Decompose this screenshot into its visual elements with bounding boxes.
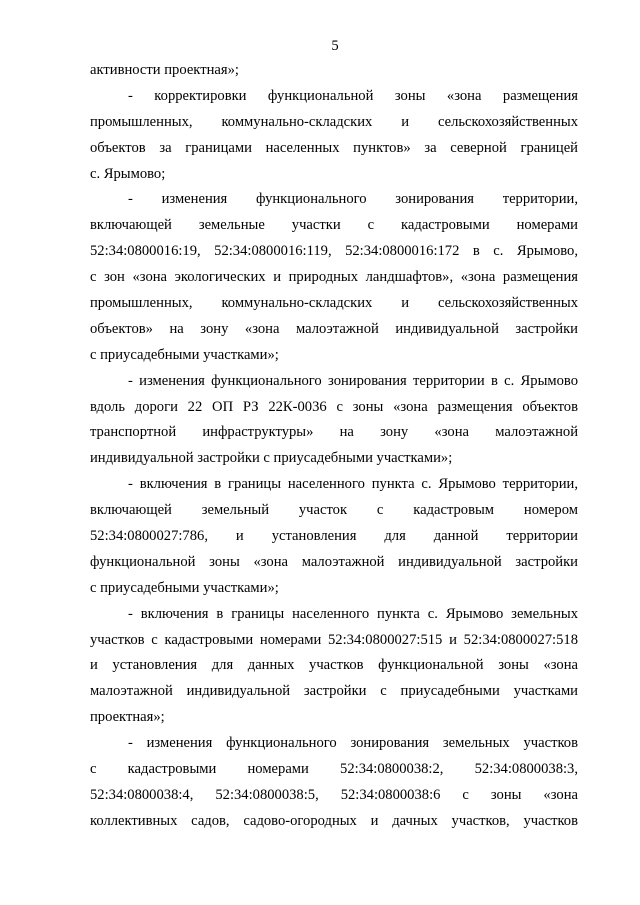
paragraph xyxy=(90,58,578,84)
text-line: с приусадебными участками»; xyxy=(90,579,279,596)
paragraph xyxy=(90,369,578,473)
text-line: объектов» на зону «зона малоэтажной индивидуальной застройки xyxy=(90,320,578,337)
text-line: 52:34:0800038:4, 52:34:0800038:5, 52:34:0800038:6 с зоны «зона xyxy=(90,786,578,803)
text-line: - включения в границы населенного пункта с. Ярымово земельных xyxy=(128,605,578,622)
text-line: - изменения функционального зонирования территории в с. Ярымово xyxy=(128,372,578,389)
text-line: объектов за границами населенных пунктов» за северной границей xyxy=(90,139,578,156)
text-line: с. Ярымово; xyxy=(90,165,166,182)
text-line: 52:34:0800016:19, 52:34:0800016:119, 52:34:0800016:172 в с. Ярымово, xyxy=(90,243,578,260)
text-line: - изменения функционального зонирования земельных участков xyxy=(128,735,578,752)
text-line: участков с кадастровыми номерами 52:34:0800027:515 и 52:34:0800027:518 xyxy=(90,631,578,648)
text-line: с приусадебными участками»; xyxy=(90,346,279,363)
text-line: с зон «зона экологических и природных ландшафтов», «зона размещения xyxy=(90,269,578,286)
text-line: промышленных, коммунально-складских и сельскохозяйственных xyxy=(90,295,578,312)
text-line: - включения в границы населенного пункта с. Ярымово территории, xyxy=(128,476,578,493)
text-line: 52:34:0800027:786, и установления для данной территории xyxy=(90,528,578,545)
text-line: функциональной зоны «зона малоэтажной индивидуальной застройки xyxy=(90,553,578,570)
text-line: включающей земельные участки с кадастровыми номерами xyxy=(90,217,578,234)
paragraph xyxy=(90,472,578,601)
paragraph xyxy=(90,187,578,368)
text-line: транспортной инфраструктуры» на зону «зона малоэтажной xyxy=(90,424,578,441)
text-line: активности проектная»; xyxy=(90,62,239,78)
text-line: коллективных садов, садово-огородных и дачных участков, участков xyxy=(90,812,578,829)
text-line: и установления для данных участков функциональной зоны «зона xyxy=(90,657,578,674)
text-line: с кадастровыми номерами 52:34:0800038:2, 52:34:0800038:3, xyxy=(90,761,578,778)
text-line: малоэтажной индивидуальной застройки с приусадебными участками xyxy=(90,683,578,700)
paragraph xyxy=(90,731,578,835)
text-line: проектная»; xyxy=(90,709,165,726)
text-line: - корректировки функциональной зоны «зона размещения xyxy=(128,87,578,104)
text-line: промышленных, коммунально-складских и сельскохозяйственных xyxy=(90,113,578,130)
text-line: - изменения функционального зонирования территории, xyxy=(128,191,578,208)
text-line: вдоль дороги 22 ОП РЗ 22К-0036 с зоны «зона размещения объектов xyxy=(90,398,578,415)
paragraph xyxy=(90,84,578,188)
document-body xyxy=(90,58,578,835)
paragraph xyxy=(90,602,578,731)
text-line: индивидуальной застройки с приусадебными участками»; xyxy=(90,450,453,467)
text-line: включающей земельный участок с кадастровым номером xyxy=(90,502,578,519)
page-number: 5 xyxy=(331,38,339,54)
